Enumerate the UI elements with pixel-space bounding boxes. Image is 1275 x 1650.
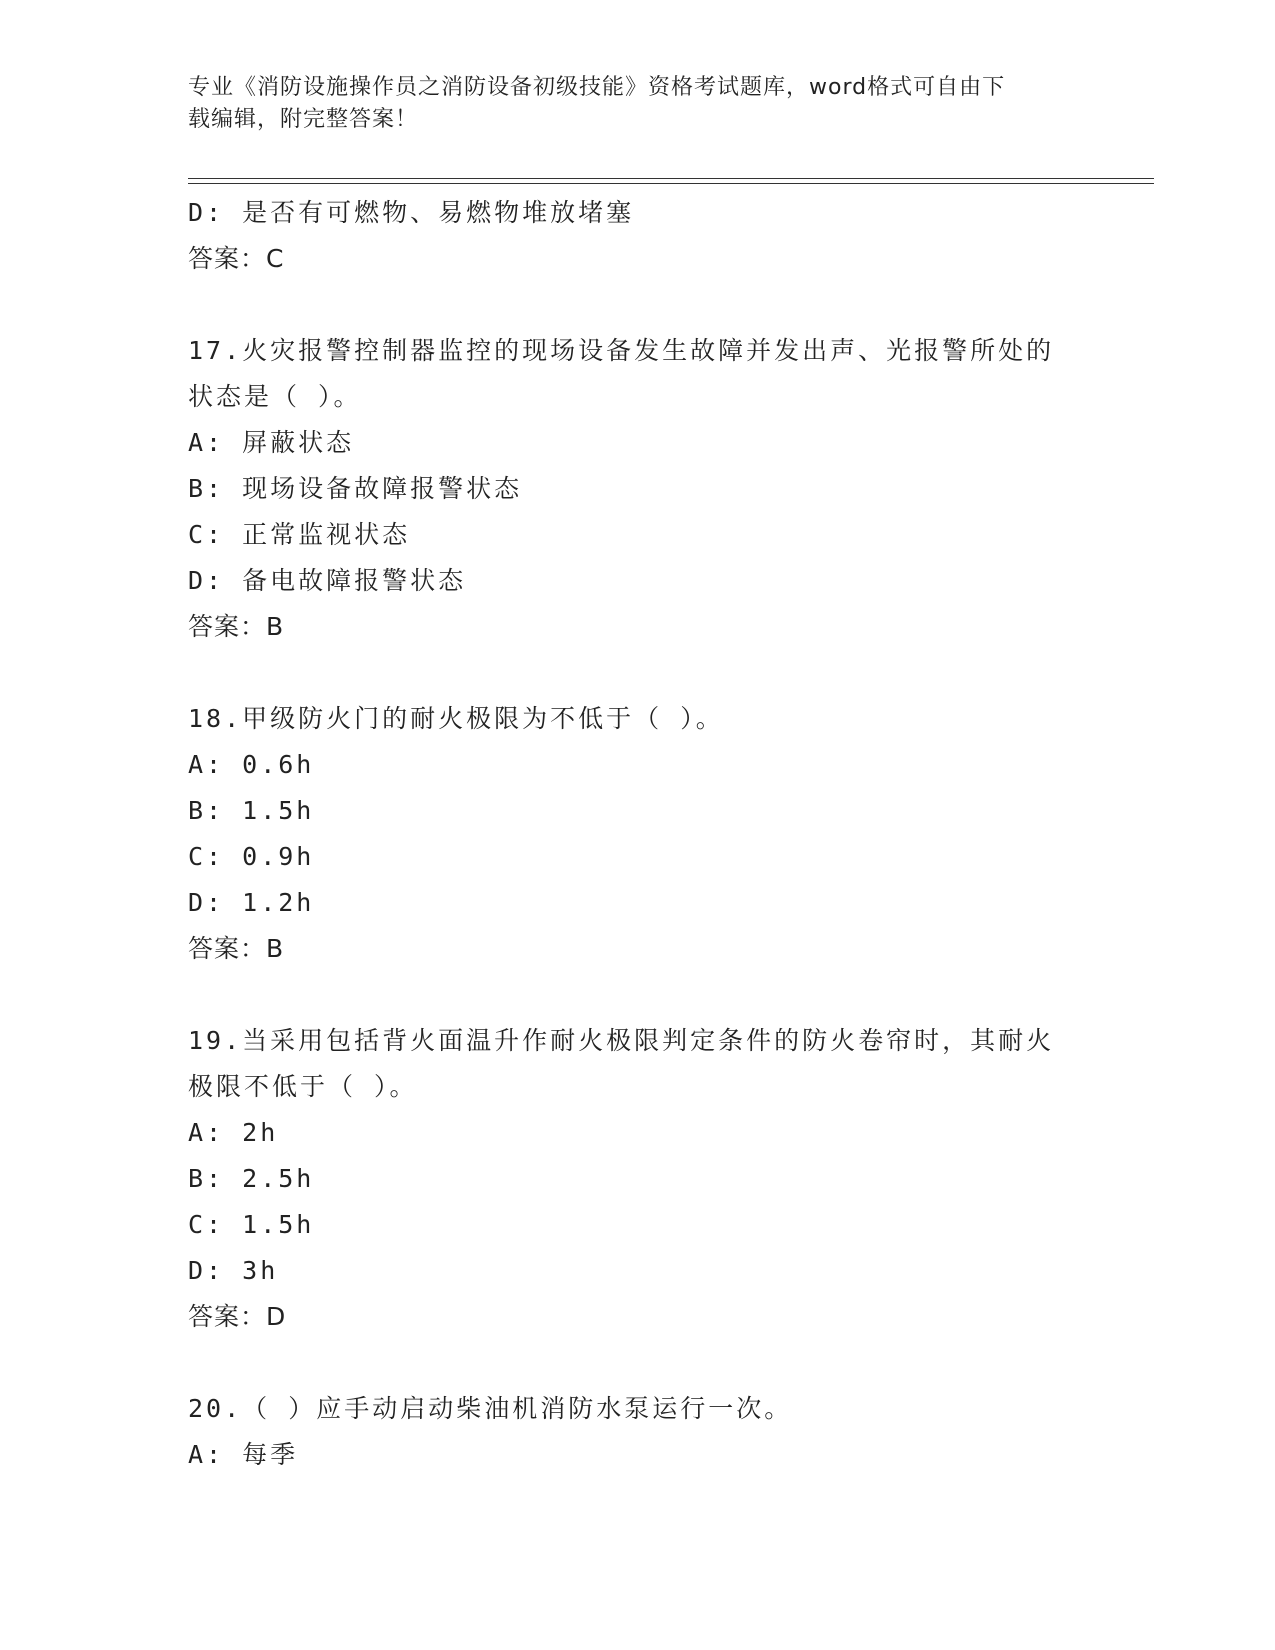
question-stem-continued: 极限不低于（ ）。 [188,1072,418,1101]
document-header [188,72,1088,136]
option-c: C: 1.5h [188,1210,315,1239]
question-stem: 17.火灾报警控制器监控的现场设备发生故障并发出声、光报警所处的 [188,336,1055,365]
question-stem: 18.甲级防火门的耐火极限为不低于（ ）。 [188,704,724,733]
question-spacer [188,282,1088,328]
option-b: B: 1.5h [188,796,315,825]
option-b: B: 2.5h [188,1164,315,1193]
question-spacer [188,972,1088,1018]
question-stem: 19.当采用包括背火面温升作耐火极限判定条件的防火卷帘时，其耐火 [188,1026,1055,1055]
question-content [188,190,1088,1478]
option-a: A: 2h [188,1118,279,1147]
option-b: B: 现场设备故障报警状态 [188,474,523,503]
question-stem-continued: 状态是（ ）。 [188,382,362,411]
option-d: D: 3h [188,1256,279,1285]
option-d: D: 备电故障报警状态 [188,566,467,595]
answer-line: 答案：D [188,1302,287,1331]
question-17 [188,328,1088,650]
option-c: C: 0.9h [188,842,315,871]
header-divider-bottom [188,183,1154,184]
answer-line: 答案：C [188,244,285,273]
question-stem: 20.（ ）应手动启动柴油机消防水泵运行一次。 [188,1394,793,1423]
option-a: A: 0.6h [188,750,315,779]
option-a: A: 每季 [188,1440,299,1469]
answer-line: 答案：B [188,934,285,963]
option-d: D: 是否有可燃物、易燃物堆放堵塞 [188,198,635,227]
answer-line: 答案：B [188,612,285,641]
question-spacer [188,650,1088,696]
option-c: C: 正常监视状态 [188,520,411,549]
header-line-1: 专业《消防设施操作员之消防设备初级技能》资格考试题库，word格式可自由下 [188,75,1006,100]
question-19 [188,1018,1088,1340]
option-d: D: 1.2h [188,888,315,917]
header-line-2: 载编辑，附完整答案！ [188,107,419,132]
question-spacer [188,1340,1088,1386]
header-divider-top [188,178,1154,179]
option-a: A: 屏蔽状态 [188,428,355,457]
question-20 [188,1386,1088,1478]
question-18 [188,696,1088,972]
